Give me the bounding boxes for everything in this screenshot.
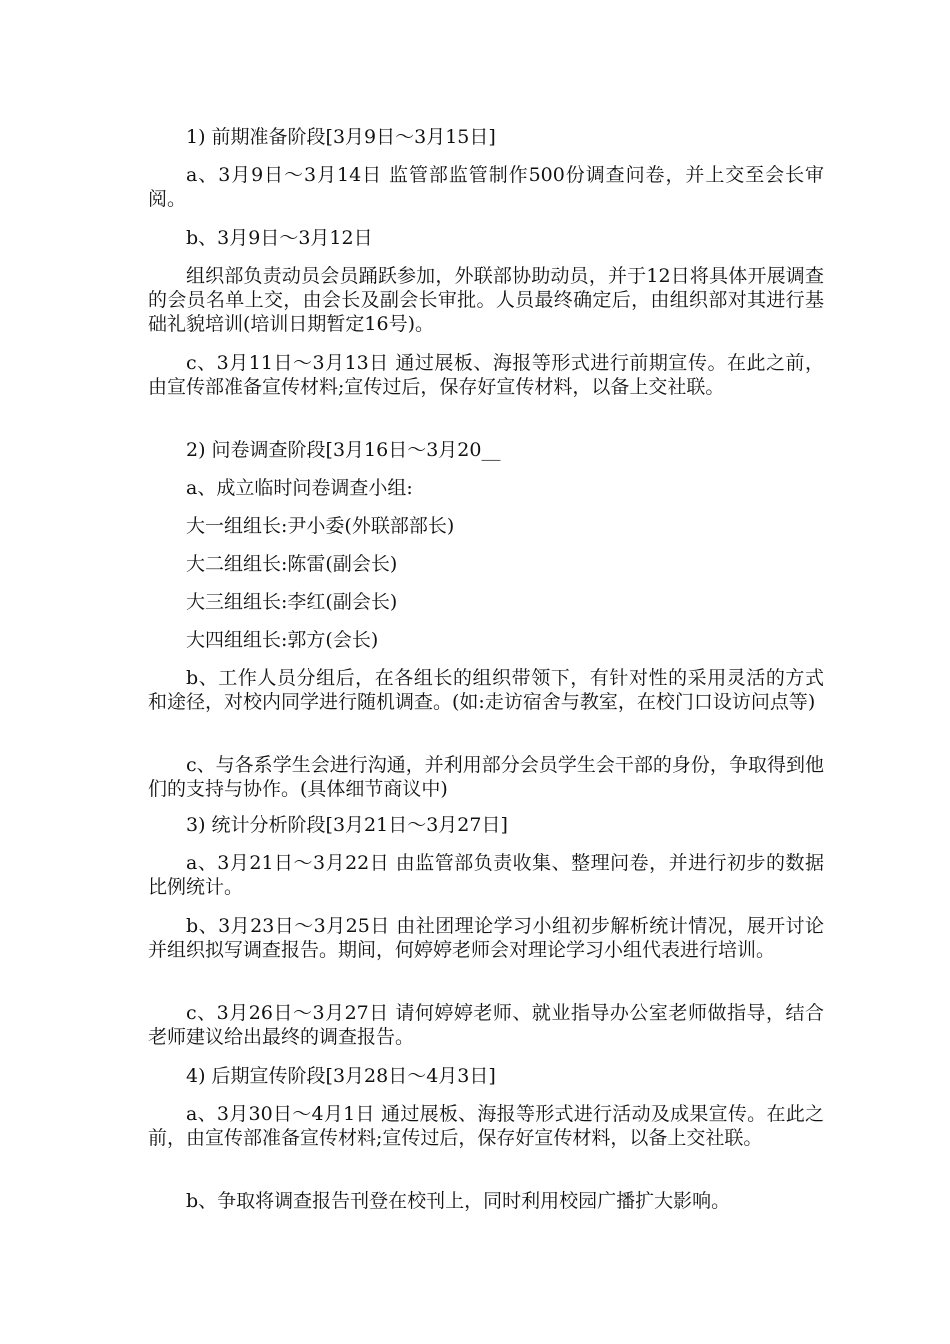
paragraph-item-c: c、3月26日～3月27日 请何婷婷老师、就业指导办公室老师做指导，结合老师建议给出最终的调查报告。 (148, 1002, 824, 1048)
paragraph-item-c: c、与各系学生会进行沟通，并利用部分会员学生会干部的身份，争取得到他们的支持与协作。(具体细节商议中) (148, 754, 824, 800)
paragraph-item-a: a、成立临时问卷调查小组: (186, 477, 413, 499)
section-heading-publicity: 4) 后期宣传阶段[3月28日～4月3日] (186, 1065, 496, 1087)
paragraph-item-b: b、争取将调查报告刊登在校刊上，同时利用校园广播扩大影响。 (186, 1190, 731, 1212)
paragraph-item-b: b、3月9日～3月12日 (186, 227, 373, 249)
group-leader-line: 大三组组长:李红(副会长) (186, 591, 398, 613)
group-leader-line: 大一组组长:尹小委(外联部部长) (186, 515, 455, 537)
paragraph-item-b: b、3月23日～3月25日 由社团理论学习小组初步解析统计情况，展开讨论并组织拟写调查报告。期间，何婷婷老师会对理论学习小组代表进行培训。 (148, 915, 824, 961)
paragraph-item-c: c、3月11日～3月13日 通过展板、海报等形式进行前期宣传。在此之前，由宣传部准备宣传材料;宣传过后，保存好宣传材料，以备上交社联。 (148, 352, 824, 398)
paragraph-item-a: a、3月9日～3月14日 监管部监管制作500份调查问卷，并上交至会长审阅。 (148, 164, 824, 210)
section-heading-preparation: 1) 前期准备阶段[3月9日～3月15日] (186, 126, 496, 148)
group-leader-line: 大二组组长:陈雷(副会长) (186, 553, 398, 575)
group-leader-line: 大四组组长:郭方(会长) (186, 629, 379, 651)
paragraph-item-a: a、3月30日～4月1日 通过展板、海报等形式进行活动及成果宣传。在此之前，由宣传部准备宣传材料;宣传过后，保存好宣传材料，以备上交社联。 (148, 1103, 824, 1149)
section-heading-survey: 2) 问卷调查阶段[3月16日～3月20__ (186, 439, 501, 461)
section-heading-analysis: 3) 统计分析阶段[3月21日～3月27日] (186, 814, 508, 836)
paragraph-item-a: a、3月21日～3月22日 由监管部负责收集、整理问卷，并进行初步的数据比例统计。 (148, 852, 824, 898)
paragraph-item-b: b、工作人员分组后，在各组长的组织带领下，有针对性的采用灵活的方式和途径，对校内同学进行随机调查。(如:走访宿舍与教室，在校门口设访问点等) (148, 667, 824, 713)
paragraph-body: 组织部负责动员会员踊跃参加，外联部协助动员，并于12日将具体开展调查的会员名单上交，由会长及副会长审批。人员最终确定后，由组织部对其进行基础礼貌培训(培训日期暂定16号)。 (148, 265, 824, 335)
